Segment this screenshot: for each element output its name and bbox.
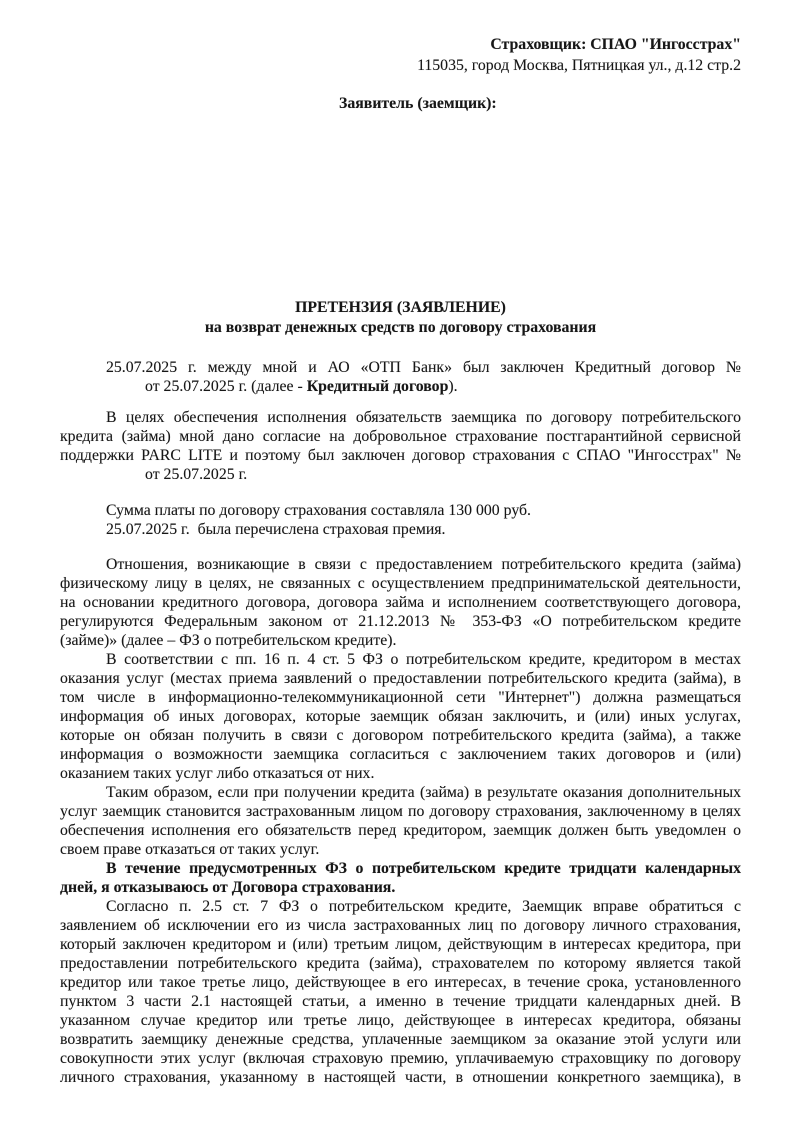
text-line: услуг заемщик становится застрахованным лицом по договору страхования, заключенному в целях (60, 803, 741, 820)
tail-suffix: ). (448, 378, 458, 395)
text-line: том числе в информационно-телекоммуникационной сети "Интернет") должна размещаться (60, 689, 741, 706)
paragraph-law-article7 (60, 897, 741, 1087)
text-line: Согласно п. 2.5 ст. 7 ФЗ о потребительском кредите, Заемщик вправе обратиться с (106, 898, 741, 915)
text-line: оказания услуг (местах приема заявлений о предоставлении потребительского кредита (займа), в (60, 670, 741, 687)
text-line: который заключен кредитором и (или) третьим лицом, действующим в интересах кредитора, при (60, 936, 741, 953)
premium-amount-line: Сумма платы по договору страхования составляла 130 000 руб. (106, 502, 532, 519)
text-line: Отношения, возникающие в связи с предоставлением потребительского кредита (займа) (106, 556, 741, 573)
title-line-2: на возврат денежных средств по договору страхования (204, 319, 597, 336)
text-line: указанном случае кредитор или третье лицо, действующее в интересах кредитора, обязаны (60, 1012, 741, 1029)
paragraph-refusal-statement (60, 859, 741, 897)
paragraph-insurance-purpose (60, 408, 741, 484)
text-line: (займе)» (далее – ФЗ о потребительском кредите). (60, 632, 397, 649)
text-line: информация о возможности заемщика согласиться с заключением таких договоров и (или) (60, 746, 741, 763)
paragraph-lines (60, 408, 741, 465)
text-line: В соответствии с пп. 16 п. 4 ст. 5 ФЗ о потребительском кредите, кредитором в местах (106, 651, 741, 668)
text-line: оказанием таких услуг либо отказаться от них. (60, 765, 375, 782)
text-line: В целях обеспечения исполнения обязательств заемщика по договору потребительского (106, 409, 741, 426)
document-header (60, 34, 741, 114)
text-line: 25.07.2025 г. между мной и АО «ОТП Банк» был заключен Кредитный договор № (106, 359, 741, 376)
paragraph-law-article5 (60, 650, 741, 783)
text-line: пунктом 3 части 2.1 настоящей статьи, а именно в течение тридцати календарных дней. В (60, 993, 741, 1010)
text-line: В течение предусмотренных ФЗ о потребительском кредите тридцати календарных (106, 860, 741, 877)
text-line: возвратить заемщику денежные средства, уплаченные заемщиком за оказание этой услуги или (60, 1031, 741, 1048)
applicant-label: Заявитель (заемщик): (339, 95, 497, 112)
text-line: личного страхования, указанному в настоящей части, в отношении конкретного заемщика), в (60, 1069, 741, 1086)
text-line: поддержки PARC LITE и поэтому был заключен договор страхования с СПАО "Ингосстрах" № (60, 447, 741, 464)
text-line: дней, я отказываюсь от Договора страхования. (60, 879, 396, 896)
text-line: своем праве отказаться от таких услуг. (60, 841, 320, 858)
text-line: физическому лицу в целях, не связанных с осуществлением предпринимательской деятельности, (60, 575, 741, 592)
text-line: заявлением об исключении его из числа застрахованных лиц по договору личного страхования, (60, 917, 741, 934)
text-line: предоставлении потребительского кредита (займа), страхователем по которому является такой (60, 955, 741, 972)
paragraph-conclusion (60, 783, 741, 859)
paragraph-premium-amount (60, 501, 741, 539)
text-line: информация об иных договорах, которые заемщик обязан заключить, и (или) иных услугах, (60, 708, 741, 725)
paragraph-lines (60, 358, 741, 377)
tail-prefix: от 25.07.2025 г. (далее - (145, 378, 307, 395)
credit-contract-bold: Кредитный договор (306, 378, 449, 395)
credit-contract-tail-line (145, 377, 741, 396)
text-line: Таким образом, если при получении кредита (займа) в результате оказания дополнительных (106, 784, 741, 801)
text-line: на основании кредитного договора, договора займа и исполнением соответствующего договора, (60, 594, 741, 611)
document-title (60, 298, 741, 338)
text-line: кредита (займа) мной дано согласие на добровольное страхование постгарантийной сервисной (60, 428, 741, 445)
premium-transfer-line: 25.07.2025 г. была перечислена страховая премия. (106, 521, 446, 538)
insurer-address: 115035, город Москва, Пятницкая ул., д.12 стр.2 (417, 57, 741, 74)
insurance-date-line: от 25.07.2025 г. (145, 466, 248, 483)
paragraph-credit-contract (60, 358, 741, 396)
paragraph-law-relations (60, 555, 741, 650)
text-line: регулируются Федеральным законом от 21.12.2013 № 353-ФЗ «О потребительском кредите (60, 613, 741, 630)
text-line: обеспечения исполнения его обязательств перед кредитором, заемщик должен быть уведомлен о (60, 822, 741, 839)
text-line: совокупности этих услуг (включая страховую премию, уплачиваемую страховщику по договору (60, 1050, 741, 1067)
text-line: кредитор или такое третье лицо, действующее в его интересах, в течение срока, установленного (60, 974, 741, 991)
insurer-line: Страховщик: СПАО "Ингосстрах" (490, 36, 741, 53)
text-line: которые он обязан получить в связи с договором потребительского кредита (займа), а также (60, 727, 741, 744)
title-line-1: ПРЕТЕНЗИЯ (ЗАЯВЛЕНИЕ) (295, 299, 506, 316)
